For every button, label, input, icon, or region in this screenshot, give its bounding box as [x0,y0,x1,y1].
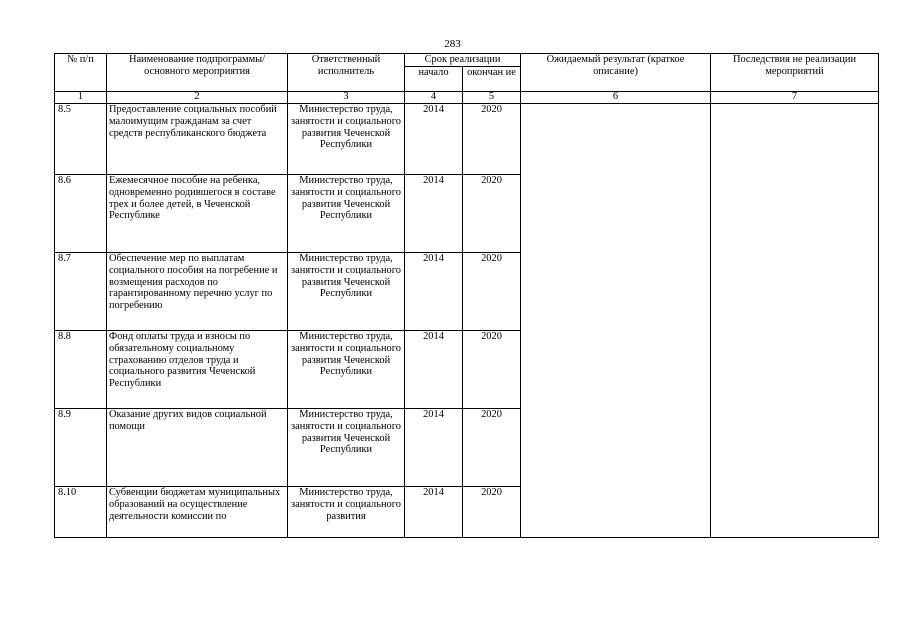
row-num: 8.5 [55,104,107,175]
header-num: № п/п [55,54,107,92]
header-executor: Ответственный исполнитель [288,54,405,92]
row-num: 8.6 [55,175,107,253]
consequences-cell [711,104,879,538]
row-name: Фонд оплаты труда и взносы по обязательному социальному страхованию отделов труда и социального развития Чеченской Республики [107,331,288,409]
row-num: 8.7 [55,253,107,331]
row-end: 2020 [463,331,521,409]
header-end: окончан ие [463,67,521,92]
row-start: 2014 [405,253,463,331]
row-executor: Министерство труда, занятости и социального развития Чеченской Республики [288,331,405,409]
row-executor: Министерство труда, занятости и социального развития Чеченской Республики [288,253,405,331]
header-result: Ожидаемый результат (краткое описание) [521,54,711,92]
column-number: 5 [463,92,521,104]
row-start: 2014 [405,175,463,253]
row-end: 2020 [463,253,521,331]
row-name: Предоставление социальных пособий малоимущим гражданам за счет средств республиканского бюджета [107,104,288,175]
column-number: 2 [107,92,288,104]
program-table [54,53,879,538]
row-executor: Министерство труда, занятости и социального развития Чеченской Республики [288,104,405,175]
row-executor: Министерство труда, занятости и социального развития Чеченской Республики [288,409,405,487]
row-name: Ежемесячное пособие на ребенка, одновременно родившегося в составе трех и более детей, в Чеченской Республике [107,175,288,253]
row-start: 2014 [405,487,463,538]
row-start: 2014 [405,331,463,409]
column-number: 3 [288,92,405,104]
column-number: 1 [55,92,107,104]
row-name: Субвенции бюджетам муниципальных образований на осуществление деятельности комиссии по [107,487,288,538]
table-row [55,104,879,175]
row-num: 8.10 [55,487,107,538]
header-name: Наименование подпрограммы/ основного мероприятия [107,54,288,92]
row-executor: Министерство труда, занятости и социального развития [288,487,405,538]
row-end: 2020 [463,487,521,538]
column-number: 7 [711,92,879,104]
result-cell [521,104,711,538]
column-number: 4 [405,92,463,104]
header-start: начало [405,67,463,92]
header-consequences: Последствия не реализации мероприятий [711,54,879,92]
row-name: Оказание других видов социальной помощи [107,409,288,487]
row-num: 8.8 [55,331,107,409]
header-term: Срок реализации [405,54,521,67]
row-end: 2020 [463,104,521,175]
row-num: 8.9 [55,409,107,487]
row-start: 2014 [405,409,463,487]
row-start: 2014 [405,104,463,175]
row-name: Обеспечение мер по выплатам социального пособия на погребение и возмещения расходов по гарантированному перечню услуг по погребению [107,253,288,331]
column-number: 6 [521,92,711,104]
row-end: 2020 [463,409,521,487]
row-executor: Министерство труда, занятости и социального развития Чеченской Республики [288,175,405,253]
row-end: 2020 [463,175,521,253]
page-number: 283 [444,38,461,50]
